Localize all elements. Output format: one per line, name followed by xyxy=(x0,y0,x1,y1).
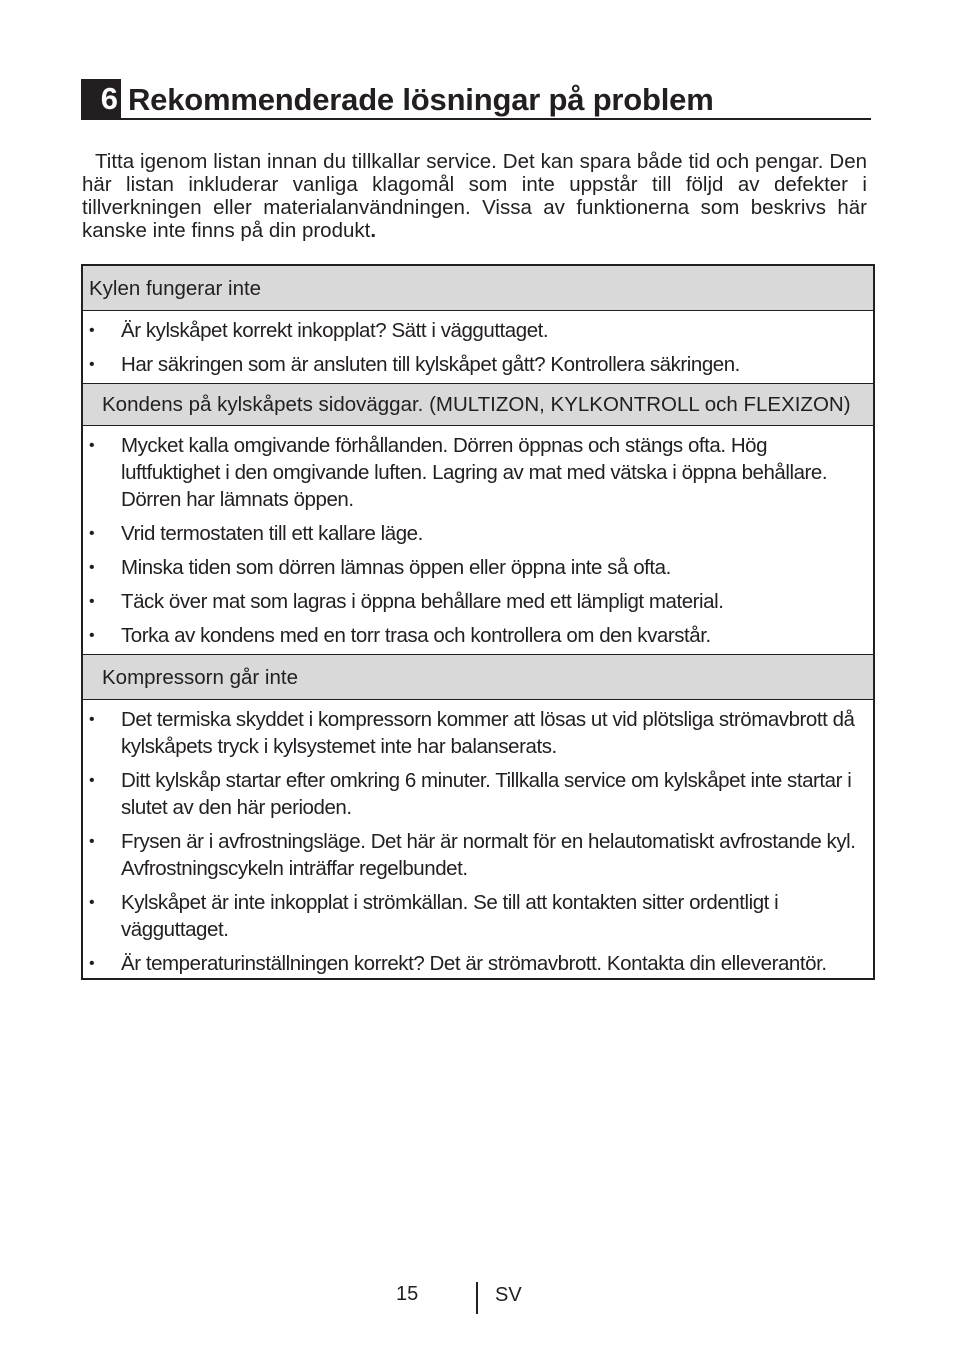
list-item xyxy=(83,432,873,513)
bullet-icon: • xyxy=(89,593,95,610)
list-item xyxy=(83,520,873,547)
page-title: Rekommenderade lösningar på problem xyxy=(128,82,714,117)
bullet-icon: • xyxy=(89,711,95,728)
list-item-text: Ditt kylskåp startar efter omkring 6 minuter. Tillkalla service om kylskåpet inte startar i slutet av den här perioden. xyxy=(121,769,852,819)
list-item xyxy=(83,950,873,977)
list-item xyxy=(83,554,873,581)
section-heading xyxy=(81,79,871,120)
list-item-text: Kylskåpet är inte inkopplat i strömkällan. Se till att kontakten sitter ordentligt i vägguttaget. xyxy=(121,891,779,941)
problem-list xyxy=(83,706,873,977)
list-item-text: Det termiska skyddet i kompressorn kommer att lösas ut vid plötsliga strömavbrott då kylskåpets tryck i kylsystemet inte har balanserats. xyxy=(121,708,855,758)
bullet-icon: • xyxy=(89,627,95,644)
list-item xyxy=(83,622,873,649)
bullet-icon: • xyxy=(89,559,95,576)
list-item xyxy=(83,588,873,615)
list-item-text: Är temperaturinställningen korrekt? Det är strömavbrott. Kontakta din elleverantör. xyxy=(121,952,827,975)
section-number-badge: 6 xyxy=(81,79,121,119)
problem-list xyxy=(83,317,873,378)
list-item xyxy=(83,889,873,943)
list-item-text: Har säkringen som är ansluten till kylskåpet gått? Kontrollera säkringen. xyxy=(121,353,740,376)
list-item xyxy=(83,706,873,760)
list-item-text: Frysen är i avfrostningsläge. Det här är normalt för en helautomatiskt avfrostande kyl. Avfrostningscykeln inträffar regelbundet. xyxy=(121,830,856,880)
section-body-compressor xyxy=(83,700,873,978)
section-header-fridge-not-working: Kylen fungerar inte xyxy=(83,266,873,311)
intro-text: Titta igenom listan innan du tillkallar service. Det kan spara både tid och pengar. Den här listan inkluderar vanliga klagomål som inte uppstår till följd av defekter i tillverkningen eller materialanvändningen. Vissa av funktionerna som beskrivs här kanske inte finns på din produkt xyxy=(82,150,867,242)
bullet-icon: • xyxy=(89,525,95,542)
bullet-icon: • xyxy=(89,955,95,972)
intro-paragraph xyxy=(82,150,867,242)
section-body-condensation xyxy=(83,426,873,655)
page-number: 15 xyxy=(396,1283,419,1305)
section-header-compressor: Kompressorn går inte xyxy=(83,655,873,700)
section-body-fridge-not-working xyxy=(83,311,873,384)
bullet-icon: • xyxy=(89,322,95,339)
bullet-icon: • xyxy=(89,833,95,850)
list-item xyxy=(83,317,873,344)
list-item-text: Minska tiden som dörren lämnas öppen eller öppna inte så ofta. xyxy=(121,556,671,579)
problem-list xyxy=(83,432,873,649)
bullet-icon: • xyxy=(89,894,95,911)
section-header-condensation: Kondens på kylskåpets sidoväggar. (MULTIZON, KYLKONTROLL och FLEXIZON) xyxy=(83,384,873,426)
list-item-text: Torka av kondens med en torr trasa och kontrollera om den kvarstår. xyxy=(121,624,711,647)
list-item-text: Täck över mat som lagras i öppna behållare med ett lämpligt material. xyxy=(121,590,724,613)
troubleshooting-table xyxy=(81,264,875,980)
language-code: SV xyxy=(495,1284,522,1306)
list-item-text: Vrid termostaten till ett kallare läge. xyxy=(121,522,423,545)
bullet-icon: • xyxy=(89,772,95,789)
list-item-text: Mycket kalla omgivande förhållanden. Dörren öppnas och stängs ofta. Hög luftfuktighet i den omgivande luften. Lagring av mat med vätska i öppna behållare. Dörren har lämnats öppen. xyxy=(121,434,828,511)
list-item xyxy=(83,828,873,882)
bullet-icon: • xyxy=(89,437,95,454)
list-item xyxy=(83,351,873,378)
footer-divider xyxy=(476,1282,478,1314)
intro-end-mark: . xyxy=(370,219,377,242)
list-item xyxy=(83,767,873,821)
bullet-icon: • xyxy=(89,356,95,373)
list-item-text: Är kylskåpet korrekt inkopplat? Sätt i vägguttaget. xyxy=(121,319,549,342)
